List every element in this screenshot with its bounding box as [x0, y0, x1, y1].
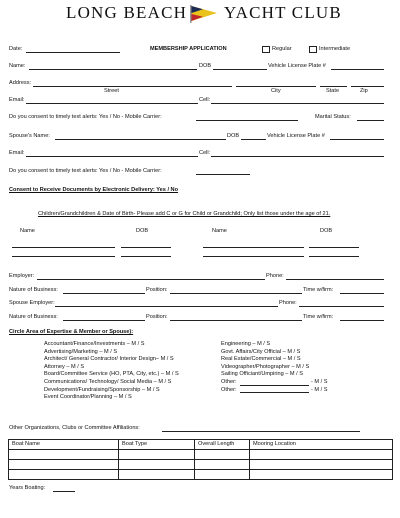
email-label: Email:: [9, 97, 25, 103]
mooring-location-cell[interactable]: [250, 450, 393, 460]
boat-name-cell[interactable]: [9, 450, 119, 460]
spouse-time-with-firm-field[interactable]: [340, 320, 384, 321]
nature-business-label: Nature of Business:: [9, 287, 58, 293]
children-heading: Children/Grandchildren & Date of Birth- Please add C or G for Child or Grandchild; Only list those under the age of 21.: [38, 211, 331, 217]
club-name-left: LONG BEACH: [66, 3, 188, 22]
boat-table-row: [9, 450, 393, 460]
child-dob-field[interactable]: [121, 256, 171, 257]
years-boating-label: Years Boating:: [9, 485, 46, 491]
overall-length-cell[interactable]: [195, 470, 250, 480]
boat-table-row: [9, 460, 393, 470]
dob-field[interactable]: [213, 69, 267, 70]
expertise-other-suffix[interactable]: - M / S: [311, 386, 328, 393]
spouse-phone-label: Phone:: [279, 300, 297, 306]
overall-length-cell[interactable]: [195, 450, 250, 460]
child-name-field[interactable]: [203, 256, 304, 257]
phone-field[interactable]: [286, 279, 384, 280]
state-field[interactable]: [320, 86, 347, 87]
spouse-phone-field[interactable]: [299, 306, 384, 307]
expertise-heading: Circle Area of Expertise & Member or Spouse):: [9, 329, 134, 335]
street-field[interactable]: [33, 86, 232, 87]
time-with-firm-field[interactable]: [340, 293, 384, 294]
position-label: Position:: [146, 287, 168, 293]
spouse-nature-business-label: Nature of Business:: [9, 314, 58, 320]
spouse-cell-label: Cell:: [199, 150, 211, 156]
other-orgs-field[interactable]: [162, 431, 360, 432]
zip-caption: Zip: [360, 88, 368, 94]
child-dob-header-1: DOB: [136, 228, 149, 234]
spouse-dob-field[interactable]: [241, 139, 266, 140]
expertise-other-field[interactable]: [240, 385, 309, 386]
position-field[interactable]: [170, 293, 302, 294]
child-dob-header-2: DOB: [320, 228, 333, 234]
spouse-mobile-carrier-field[interactable]: [196, 174, 250, 175]
boat-type-cell[interactable]: [119, 470, 195, 480]
burgee-flag-icon: [190, 4, 218, 24]
spouse-employer-field[interactable]: [55, 306, 278, 307]
overall-length-header: Overall Length: [195, 440, 250, 450]
other-orgs-label: Other Organizations, Clubs or Committee Affiliations:: [9, 425, 140, 431]
child-name-header-2: Name: [212, 228, 227, 234]
boat-name-header: Boat Name: [9, 440, 119, 450]
city-caption: City: [271, 88, 281, 94]
expertise-item[interactable]: Development/Fundraising/Sponsorship – M / S: [44, 386, 160, 393]
child-dob-field[interactable]: [309, 247, 359, 248]
spouse-email-field[interactable]: [26, 156, 198, 157]
expertise-item[interactable]: Communications/ Technology/ Social Media – M / S: [44, 379, 172, 385]
street-caption: Street: [104, 88, 119, 94]
expertise-other-label: Other:: [221, 386, 237, 393]
vehicle-plate-label: Vehicle License Plate #: [268, 63, 326, 69]
boat-name-cell[interactable]: [9, 470, 119, 480]
expertise-other-suffix[interactable]: - M / S: [311, 379, 328, 385]
child-name-field[interactable]: [12, 256, 115, 257]
spouse-employer-label: Spouse Employer:: [9, 300, 55, 306]
child-dob-field[interactable]: [309, 256, 359, 257]
marital-status-label: Marital Status:: [315, 114, 351, 120]
date-field[interactable]: [26, 52, 120, 53]
mooring-location-cell[interactable]: [250, 460, 393, 470]
boat-table-row: [9, 470, 393, 480]
spouse-position-field[interactable]: [170, 320, 302, 321]
intermediate-label: Intermediate: [319, 46, 351, 52]
state-caption: State: [326, 88, 340, 94]
mooring-location-header: Mooring Location: [250, 440, 393, 450]
spouse-email-label: Email:: [9, 150, 25, 156]
address-label: Address:: [9, 80, 32, 86]
child-name-field[interactable]: [12, 247, 115, 248]
spouse-name-label: Spouse's Name:: [9, 133, 50, 139]
expertise-other-field[interactable]: [240, 392, 309, 393]
regular-label: Regular: [272, 46, 292, 52]
expertise-other-label: Other:: [221, 379, 237, 385]
spouse-vehicle-plate-label: Vehicle License Plate #: [267, 133, 325, 139]
marital-status-field[interactable]: [357, 120, 384, 121]
time-with-firm-label: Time w/firm:: [303, 287, 334, 293]
spouse-name-field[interactable]: [55, 139, 226, 140]
years-boating-field[interactable]: [53, 491, 75, 492]
phone-label: Phone:: [266, 273, 284, 279]
spouse-text-alert-consent: Do you consent to timely text alerts: Yes / No - Mobile Carrier:: [9, 168, 162, 174]
email-field[interactable]: [26, 103, 198, 104]
expertise-item[interactable]: Engineering – M / S: [221, 341, 271, 347]
vehicle-plate-field[interactable]: [331, 69, 384, 70]
mooring-location-cell[interactable]: [250, 470, 393, 480]
cell-label: Cell:: [199, 97, 211, 103]
intermediate-checkbox[interactable]: [309, 46, 317, 53]
boat-table-header-row: [9, 440, 393, 450]
city-field[interactable]: [236, 86, 316, 87]
employer-label: Employer:: [9, 273, 35, 279]
form-title: MEMBERSHIP APPLICATION: [150, 46, 227, 52]
text-alert-consent: Do you consent to timely text alerts: Yes / No - Mobile Carrier:: [9, 114, 162, 120]
boat-table: [8, 439, 393, 480]
name-label: Name:: [9, 63, 26, 69]
spouse-vehicle-plate-field[interactable]: [330, 139, 384, 140]
employer-field[interactable]: [37, 279, 265, 280]
expertise-item[interactable]: Govt. Affairs/City Official – M / S: [221, 348, 301, 355]
expertise-item[interactable]: Sailing Officiant/Umpiring – M / S: [221, 371, 303, 378]
name-field[interactable]: [29, 69, 197, 70]
spouse-nature-business-field[interactable]: [63, 320, 145, 321]
child-name-header-1: Name: [20, 228, 35, 234]
expertise-item[interactable]: Advertising/Marketing – M / S: [44, 348, 118, 355]
cell-field[interactable]: [211, 103, 384, 104]
boat-type-cell[interactable]: [119, 460, 195, 470]
expertise-item[interactable]: Event Coordinator/Planning – M / S: [44, 394, 132, 401]
regular-checkbox[interactable]: [262, 46, 270, 53]
spouse-time-with-firm-label: Time w/firm:: [303, 314, 334, 320]
electronic-delivery-consent: Consent to Receive Documents by Electronic Delivery: Yes / No: [9, 187, 179, 193]
spouse-cell-field[interactable]: [211, 156, 384, 157]
boat-name-cell[interactable]: [9, 460, 119, 470]
expertise-item[interactable]: Accountant/Finance/Investments – M / S: [44, 341, 145, 347]
spouse-dob-label: DOB: [227, 133, 240, 139]
zip-field[interactable]: [351, 86, 384, 87]
expertise-item[interactable]: Real Estate/Commercial – M / S: [221, 356, 301, 363]
club-name-right: YACHT CLUB: [224, 3, 342, 22]
dob-label: DOB: [199, 63, 212, 69]
expertise-item[interactable]: Board/Committee Service (HO, PTA, City, etc.) – M / S: [44, 371, 179, 378]
expertise-item[interactable]: Architect/ General Contractor/ Interior Design– M / S: [44, 356, 174, 363]
boat-type-cell[interactable]: [119, 450, 195, 460]
nature-business-field[interactable]: [63, 293, 145, 294]
expertise-item[interactable]: Attorney – M / S: [44, 363, 85, 370]
overall-length-cell[interactable]: [195, 460, 250, 470]
expertise-item[interactable]: Videographer/Photographer – M / S: [221, 363, 310, 370]
date-label: Date:: [9, 46, 23, 52]
child-name-field[interactable]: [203, 247, 304, 248]
mobile-carrier-field[interactable]: [196, 120, 298, 121]
child-dob-field[interactable]: [121, 247, 171, 248]
spouse-position-label: Position:: [146, 314, 168, 320]
boat-type-header: Boat Type: [119, 440, 195, 450]
